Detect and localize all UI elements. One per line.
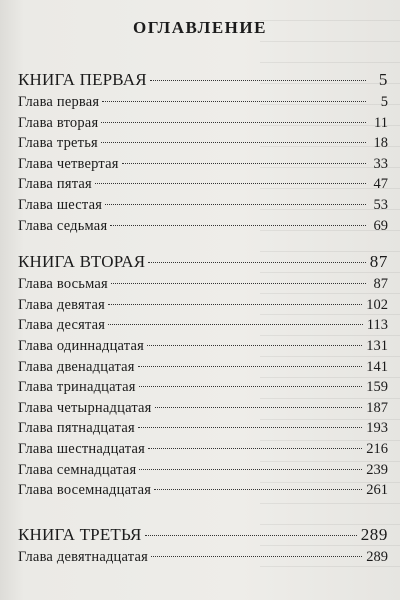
table-of-contents	[18, 68, 388, 581]
toc-entry	[18, 92, 388, 113]
chapter-title: Глава седьмая	[18, 217, 108, 234]
page-number: 53	[373, 196, 388, 213]
toc-entry	[18, 460, 388, 481]
dot-leader	[145, 535, 357, 536]
dot-leader	[95, 183, 366, 184]
book-title: КНИГА ПЕРВАЯ	[18, 70, 147, 89]
toc-entry	[18, 418, 388, 439]
dot-leader	[154, 489, 362, 490]
dot-leader	[105, 204, 366, 205]
chapter-title: Глава десятая	[18, 317, 106, 334]
dot-leader	[101, 142, 366, 143]
dot-leader	[110, 225, 366, 226]
chapter-title: Глава пятая	[18, 176, 92, 193]
dot-leader	[138, 427, 362, 428]
page-number: 159	[366, 379, 388, 396]
dot-leader	[148, 262, 366, 263]
page-number: 289	[366, 548, 388, 565]
chapter-title: Глава четвертая	[18, 155, 119, 172]
dot-leader	[138, 366, 363, 367]
dot-leader	[102, 101, 366, 102]
page-number: 187	[366, 399, 388, 416]
toc-entry	[18, 113, 388, 134]
dot-leader	[151, 556, 362, 557]
toc-entry	[18, 133, 388, 154]
chapter-title: Глава одиннадцатая	[18, 337, 145, 354]
toc-entry	[18, 154, 388, 175]
chapter-title: Глава семнадцатая	[18, 461, 137, 478]
page-number: 141	[366, 358, 388, 375]
book-title: КНИГА ТРЕТЬЯ	[18, 524, 142, 544]
toc-entry	[18, 377, 388, 398]
dot-leader	[139, 386, 363, 387]
book-section-1	[18, 68, 388, 236]
toc-entry	[18, 480, 388, 501]
dot-leader	[111, 283, 366, 284]
book-heading	[18, 68, 388, 92]
page-number: 87	[373, 276, 388, 293]
dot-leader	[150, 80, 366, 81]
toc-entry	[18, 195, 388, 216]
page-number: 11	[374, 114, 388, 131]
chapter-title: Глава девятнадцатая	[18, 548, 148, 565]
toc-entry	[18, 547, 388, 568]
toc-entry	[18, 336, 388, 357]
page-number: 18	[373, 135, 388, 152]
toc-entry	[18, 315, 388, 336]
chapter-title: Глава девятая	[18, 296, 106, 313]
chapter-title: Глава шестнадцатая	[18, 440, 146, 457]
page-number: 113	[366, 317, 388, 334]
page-number: 102	[366, 296, 388, 313]
chapter-title: Глава восьмая	[18, 276, 108, 293]
toc-entry	[18, 274, 388, 295]
page-number: 69	[373, 217, 388, 234]
chapter-title: Глава третья	[18, 135, 98, 152]
book-heading	[18, 523, 388, 547]
dot-leader	[148, 448, 362, 449]
toc-entry	[18, 174, 388, 195]
page-number: 5	[380, 94, 388, 110]
page-number: 33	[373, 155, 388, 172]
toc-entry	[18, 295, 388, 316]
dot-leader	[147, 345, 362, 346]
chapter-title: Глава четырнадцатая	[18, 399, 152, 416]
book-heading	[18, 250, 388, 274]
page-number: 239	[366, 461, 388, 478]
dot-leader	[108, 324, 363, 325]
book-title: КНИГА ВТОРАЯ	[18, 252, 146, 272]
chapter-title: Глава двенадцатая	[18, 358, 135, 375]
chapter-title: Глава шестая	[18, 196, 103, 213]
page-number: 131	[366, 337, 388, 354]
page-number: 289	[360, 524, 388, 544]
dot-leader	[101, 122, 366, 123]
chapter-title: Глава вторая	[18, 114, 99, 131]
chapter-title: Глава пятнадцатая	[18, 420, 135, 437]
book-section-3	[18, 523, 388, 568]
chapter-title: Глава первая	[18, 94, 100, 110]
page-number: 216	[366, 440, 388, 457]
dot-leader	[108, 304, 362, 305]
page-title: ОГЛАВЛЕНИЕ	[133, 18, 267, 37]
page-number: 261	[366, 482, 388, 499]
toc-entry	[18, 439, 388, 460]
dot-leader	[155, 407, 363, 408]
page-number: 87	[369, 252, 388, 272]
book-section-2	[18, 250, 388, 501]
chapter-title: Глава восемнадцатая	[18, 482, 152, 499]
dot-leader	[139, 469, 362, 470]
dot-leader	[122, 163, 366, 164]
page-number: 193	[366, 420, 388, 437]
page-number: 47	[373, 176, 388, 193]
chapter-title: Глава тринадцатая	[18, 379, 136, 396]
toc-entry	[18, 216, 388, 237]
toc-entry	[18, 398, 388, 419]
toc-entry	[18, 357, 388, 378]
page-number: 5	[378, 70, 388, 89]
